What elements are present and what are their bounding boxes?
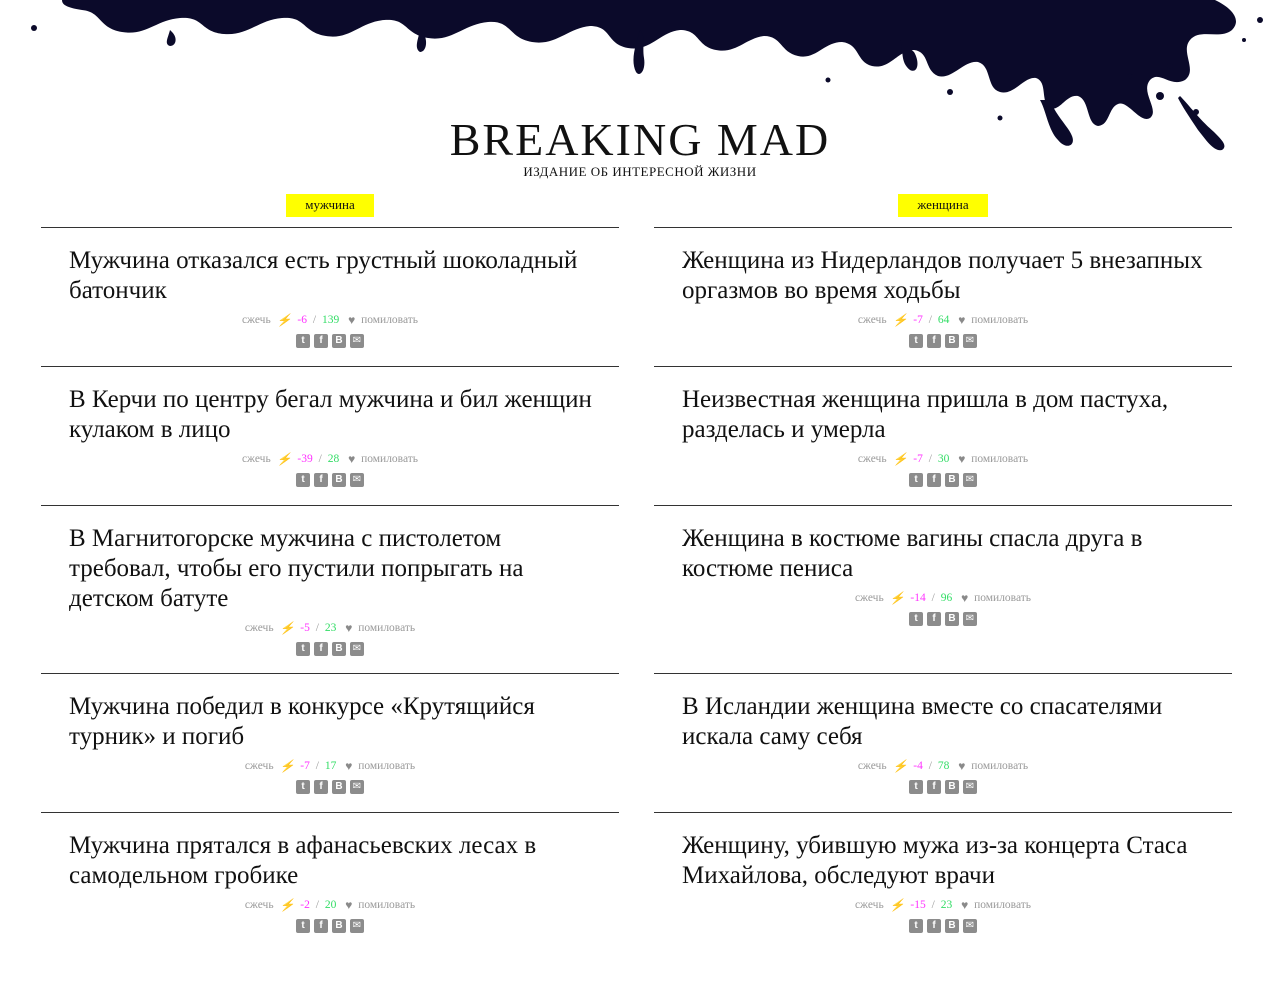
share-buttons <box>654 917 1232 933</box>
pardon-label[interactable]: помиловать <box>358 899 416 912</box>
vote-bar <box>654 312 1232 328</box>
burn-count: -2 <box>300 899 310 912</box>
vote-divider: / <box>315 622 319 635</box>
article-card <box>654 673 1232 812</box>
vote-bar <box>654 451 1232 467</box>
vote-divider: / <box>318 453 322 466</box>
pardon-count: 28 <box>327 453 340 466</box>
article-headline[interactable]: В Исландии женщина вместе со спасателями искала саму себя <box>682 693 1163 750</box>
lightning-icon[interactable]: ⚡ <box>892 759 908 774</box>
mail-icon[interactable]: ✉ <box>350 642 364 656</box>
heart-icon[interactable]: ♥ <box>958 759 966 774</box>
pardon-count: 78 <box>937 760 950 773</box>
share-buttons <box>41 778 619 794</box>
mail-icon[interactable]: ✉ <box>963 919 977 933</box>
facebook-icon[interactable]: f <box>314 919 328 933</box>
pardon-label[interactable]: помиловать <box>974 592 1032 605</box>
pardon-count: 64 <box>937 314 950 327</box>
share-buttons <box>654 471 1232 487</box>
pardon-label[interactable]: помиловать <box>971 453 1029 466</box>
lightning-icon[interactable]: ⚡ <box>276 313 292 328</box>
twitter-icon[interactable]: t <box>909 780 923 794</box>
article-card <box>654 227 1232 366</box>
burn-count: -7 <box>300 760 310 773</box>
article-headline[interactable]: Женщина из Нидерландов получает 5 внезапных оргазмов во время ходьбы <box>682 247 1203 304</box>
mail-icon[interactable]: ✉ <box>963 612 977 626</box>
facebook-icon[interactable]: f <box>314 473 328 487</box>
vote-divider: / <box>928 453 932 466</box>
vote-bar <box>41 758 619 774</box>
mail-icon[interactable]: ✉ <box>963 780 977 794</box>
mail-icon[interactable]: ✉ <box>350 780 364 794</box>
lightning-icon[interactable]: ⚡ <box>892 452 908 467</box>
section-tag-wrap <box>654 194 1232 227</box>
vote-divider: / <box>315 760 319 773</box>
article-card <box>654 812 1232 951</box>
burn-label[interactable]: сжечь <box>244 760 274 773</box>
burn-count: -14 <box>910 592 926 605</box>
facebook-icon[interactable]: f <box>927 780 941 794</box>
share-buttons <box>654 610 1232 626</box>
facebook-icon[interactable]: f <box>314 642 328 656</box>
section-tag-men[interactable]: мужчина <box>286 194 373 217</box>
share-buttons <box>41 917 619 933</box>
pardon-label[interactable]: помиловать <box>358 622 416 635</box>
mail-icon[interactable]: ✉ <box>350 334 364 348</box>
vkontakte-icon[interactable]: B <box>332 334 346 348</box>
twitter-icon[interactable]: t <box>296 919 310 933</box>
twitter-icon[interactable]: t <box>909 919 923 933</box>
twitter-icon[interactable]: t <box>296 642 310 656</box>
lightning-icon[interactable]: ⚡ <box>279 898 295 913</box>
burn-label[interactable]: сжечь <box>241 314 271 327</box>
article-headline[interactable]: В Магнитогорске мужчина с пистолетом требовал, чтобы его пустили попрыгать на детском батуте <box>69 525 524 612</box>
burn-count: -7 <box>913 453 923 466</box>
burn-count: -6 <box>297 314 307 327</box>
heart-icon[interactable]: ♥ <box>958 313 966 328</box>
mail-icon[interactable]: ✉ <box>350 473 364 487</box>
article-headline[interactable]: Неизвестная женщина пришла в дом пастуха, разделась и умерла <box>682 386 1169 443</box>
pardon-count: 23 <box>940 899 953 912</box>
column-men <box>41 194 619 951</box>
pardon-label[interactable]: помиловать <box>361 453 419 466</box>
pardon-count: 17 <box>324 760 337 773</box>
twitter-icon[interactable]: t <box>909 612 923 626</box>
vote-divider: / <box>931 899 935 912</box>
vote-bar <box>41 451 619 467</box>
facebook-icon[interactable]: f <box>927 334 941 348</box>
site-title[interactable]: BREAKING MAD <box>449 114 831 165</box>
burn-label[interactable]: сжечь <box>241 453 271 466</box>
pardon-count: 20 <box>324 899 337 912</box>
article-headline[interactable]: Мужчина прятался в афанасьевских лесах в самодельном гробике <box>69 832 537 889</box>
burn-count: -7 <box>913 314 923 327</box>
section-tag-women[interactable]: женщина <box>898 194 987 217</box>
mail-icon[interactable]: ✉ <box>963 334 977 348</box>
vkontakte-icon[interactable]: B <box>332 780 346 794</box>
heart-icon[interactable]: ♥ <box>961 591 969 606</box>
twitter-icon[interactable]: t <box>296 780 310 794</box>
vote-divider: / <box>928 314 932 327</box>
section-tag-wrap <box>41 194 619 227</box>
facebook-icon[interactable]: f <box>927 612 941 626</box>
mail-icon[interactable]: ✉ <box>963 473 977 487</box>
vkontakte-icon[interactable]: B <box>945 919 959 933</box>
vote-bar <box>654 590 1232 606</box>
burn-label[interactable]: сжечь <box>857 453 887 466</box>
heart-icon[interactable]: ♥ <box>961 898 969 913</box>
burn-count: -4 <box>913 760 923 773</box>
share-buttons <box>41 471 619 487</box>
article-card <box>654 366 1232 505</box>
heart-icon[interactable]: ♥ <box>348 313 356 328</box>
twitter-icon[interactable]: t <box>296 334 310 348</box>
burn-label[interactable]: сжечь <box>854 899 884 912</box>
article-headline[interactable]: Мужчина победил в конкурсе «Крутящийся турник» и погиб <box>69 693 535 750</box>
lightning-icon[interactable]: ⚡ <box>889 591 905 606</box>
vote-divider: / <box>312 314 317 327</box>
vkontakte-icon[interactable]: B <box>945 612 959 626</box>
burn-label[interactable]: сжечь <box>857 760 887 773</box>
pardon-label[interactable]: помиловать <box>971 760 1029 773</box>
share-buttons <box>41 332 619 348</box>
article-headline[interactable]: Мужчина отказался есть грустный шоколадный батончик <box>69 247 578 304</box>
pardon-label[interactable]: помиловать <box>358 760 416 773</box>
burn-label[interactable]: сжечь <box>854 592 884 605</box>
lightning-icon[interactable]: ⚡ <box>279 621 295 636</box>
article-card <box>41 812 619 951</box>
twitter-icon[interactable]: t <box>909 473 923 487</box>
article-card <box>41 366 619 505</box>
burn-label[interactable]: сжечь <box>857 314 887 327</box>
vote-bar <box>654 897 1232 913</box>
pardon-label[interactable]: помиловать <box>361 314 419 327</box>
vkontakte-icon[interactable]: B <box>332 642 346 656</box>
twitter-icon[interactable]: t <box>296 473 310 487</box>
vkontakte-icon[interactable]: B <box>332 473 346 487</box>
burn-label[interactable]: сжечь <box>244 899 274 912</box>
pardon-count: 23 <box>324 622 337 635</box>
vote-divider: / <box>931 592 935 605</box>
vote-divider: / <box>928 760 932 773</box>
pardon-label[interactable]: помиловать <box>971 314 1029 327</box>
vote-bar <box>41 312 619 328</box>
vote-bar <box>41 620 619 636</box>
vkontakte-icon[interactable]: B <box>945 473 959 487</box>
share-buttons <box>654 332 1232 348</box>
burn-label[interactable]: сжечь <box>244 622 274 635</box>
pardon-count: 96 <box>940 592 953 605</box>
heart-icon[interactable]: ♥ <box>345 621 353 636</box>
heart-icon[interactable]: ♥ <box>345 759 353 774</box>
lightning-icon[interactable]: ⚡ <box>279 759 295 774</box>
facebook-icon[interactable]: f <box>927 919 941 933</box>
pardon-count: 30 <box>937 453 950 466</box>
vkontakte-icon[interactable]: B <box>945 780 959 794</box>
article-headline[interactable]: В Керчи по центру бегал мужчина и бил женщин кулаком в лицо <box>69 386 592 443</box>
share-buttons <box>654 778 1232 794</box>
lightning-icon[interactable]: ⚡ <box>276 452 292 467</box>
twitter-icon[interactable]: t <box>909 334 923 348</box>
burn-count: -5 <box>300 622 310 635</box>
mail-icon[interactable]: ✉ <box>350 919 364 933</box>
vkontakte-icon[interactable]: B <box>945 334 959 348</box>
pardon-count: 139 <box>321 314 340 327</box>
article-card <box>41 673 619 812</box>
share-buttons <box>41 640 619 656</box>
lightning-icon[interactable]: ⚡ <box>889 898 905 913</box>
vote-bar <box>41 897 619 913</box>
heart-icon[interactable]: ♥ <box>348 452 356 467</box>
article-card <box>41 505 619 673</box>
article-card <box>41 227 619 366</box>
vkontakte-icon[interactable]: B <box>332 919 346 933</box>
burn-count: -15 <box>910 899 926 912</box>
column-women <box>654 194 1232 951</box>
article-headline[interactable]: Женщина в костюме вагины спасла друга в костюме пениса <box>682 525 1143 582</box>
vote-bar <box>654 758 1232 774</box>
article-card <box>654 505 1232 673</box>
masthead <box>0 112 1280 180</box>
facebook-icon[interactable]: f <box>314 334 328 348</box>
vote-divider: / <box>315 899 319 912</box>
site-subtitle: ИЗДАНИЕ ОБ ИНТЕРЕСНОЙ ЖИЗНИ <box>523 164 757 179</box>
burn-count: -39 <box>297 453 313 466</box>
pardon-label[interactable]: помиловать <box>974 899 1032 912</box>
heart-icon[interactable]: ♥ <box>345 898 353 913</box>
lightning-icon[interactable]: ⚡ <box>892 313 908 328</box>
heart-icon[interactable]: ♥ <box>958 452 966 467</box>
article-headline[interactable]: Женщину, убившую мужа из-за концерта Стаса Михайлова, обследуют врачи <box>682 832 1188 889</box>
facebook-icon[interactable]: f <box>927 473 941 487</box>
facebook-icon[interactable]: f <box>314 780 328 794</box>
